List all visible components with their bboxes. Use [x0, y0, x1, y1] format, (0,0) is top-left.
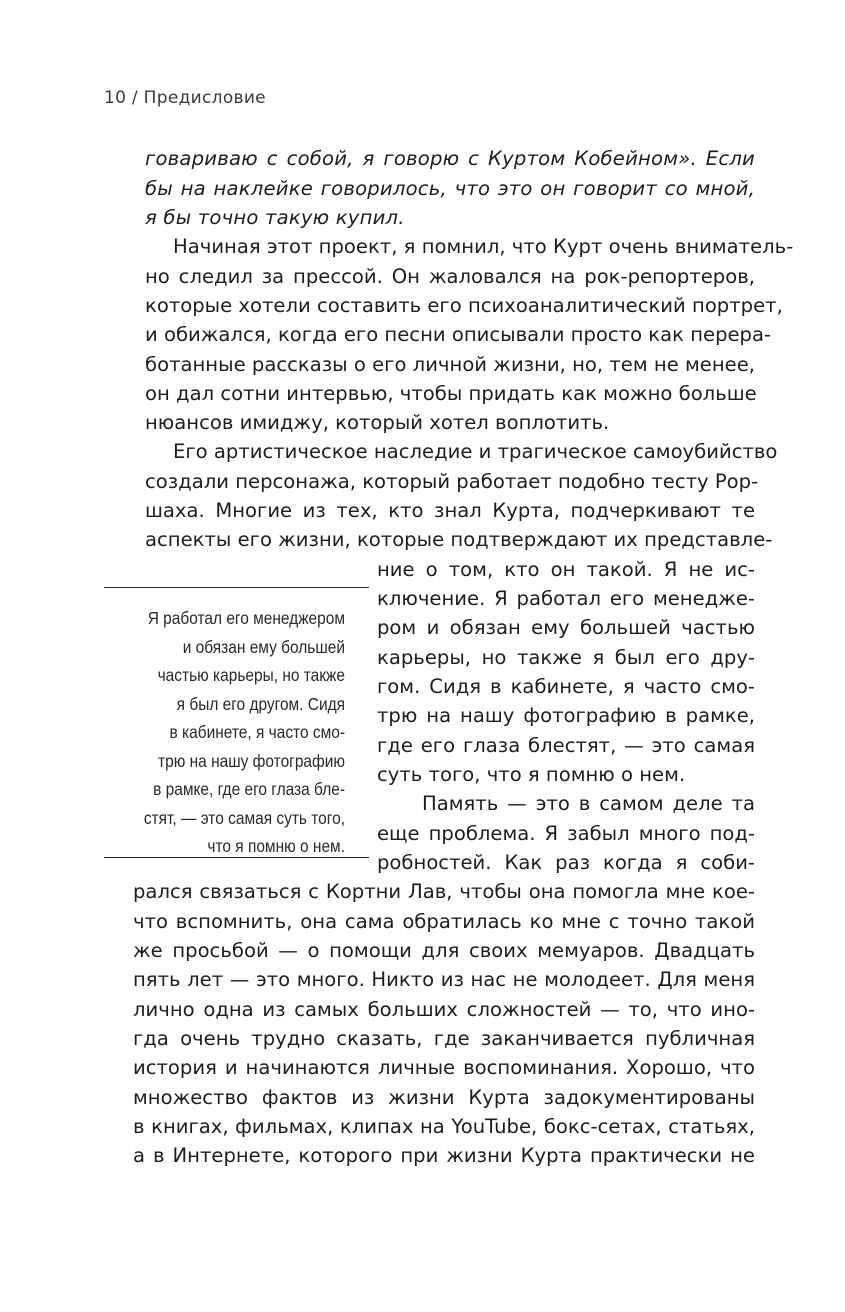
- pull-quote-rule-bottom: [104, 857, 369, 858]
- text-line: рался связаться с Кортни Лав, чтобы она помогла мне кое-: [133, 880, 755, 903]
- text-line: же просьбой — о помощи для своих мемуаров. Двадцать: [133, 939, 755, 962]
- text-line: лично одна из самых больших сложностей — то, что ино-: [133, 998, 755, 1021]
- text-line: но следил за прессой. Он жаловался на рок-репортеров,: [145, 265, 755, 288]
- text-line: говариваю с собой, я говорю с Куртом Кобейном». Если: [145, 147, 755, 170]
- text-line: он дал сотни интервью, чтобы придать как можно больше: [145, 382, 757, 405]
- text-line: создали персонажа, который работает подобно тесту Рор-: [145, 470, 759, 493]
- text-line: аспекты его жизни, которые подтверждают их представле-: [145, 528, 773, 551]
- text-line: карьеры, но также я был его дру-: [377, 646, 755, 669]
- text-line: Его артистическое наследие и трагическое самоубийство: [173, 440, 778, 463]
- text-line: в книгах, фильмах, клипах на YouTube, бокс-сетах, статьях,: [133, 1115, 755, 1138]
- text-line: ние о том, кто он такой. Я не ис-: [377, 558, 755, 581]
- text-line: история и начинаются личные воспоминания. Хорошо, что: [133, 1056, 755, 1079]
- pull-quote-line: в кабинете, я часто смо-: [169, 722, 345, 742]
- pull-quote-line: в рамке, где его глаза бле-: [153, 779, 345, 799]
- pull-quote-line: что я помню о нем.: [207, 836, 345, 856]
- text-line: еще проблема. Я забыл много под-: [377, 822, 755, 845]
- text-line: нюансов имиджу, который хотел воплотить.: [145, 411, 610, 434]
- pull-quote-line: трю на нашу фотографию: [158, 751, 345, 771]
- text-line: гом. Сидя в кабинете, я часто смо-: [377, 675, 755, 698]
- pull-quote-line: Я работал его менеджером: [147, 608, 345, 628]
- text-line: суть того, что я помню о нем.: [377, 763, 686, 786]
- pull-quote-line: стят, — это самая суть того,: [143, 808, 345, 828]
- text-line: шаха. Многие из тех, кто знал Курта, подчеркивают те: [145, 499, 755, 522]
- text-line: множество фактов из жизни Курта задокументированы: [133, 1086, 755, 1109]
- text-line: ром и обязан ему большей частью: [377, 616, 755, 639]
- text-line: Память — это в самом деле та: [422, 792, 755, 815]
- text-line: которые хотели составить его психоаналитический портрет,: [145, 294, 783, 317]
- text-line: пять лет — это много. Никто из нас не молодеет. Для меня: [133, 968, 755, 991]
- pull-quote-line: частью карьеры, но также: [157, 665, 345, 685]
- pull-quote-line: и обязан ему большей: [182, 637, 345, 657]
- text-line: и обижался, когда его песни описывали просто как перера-: [145, 323, 772, 346]
- text-line: робностей. Как раз когда я соби-: [377, 851, 755, 874]
- text-line: я бы точно такую купил.: [145, 206, 405, 229]
- text-line: Начиная этот проект, я помнил, что Курт очень вниматель-: [173, 235, 794, 258]
- text-line: ключение. Я работал его менедже-: [377, 587, 755, 610]
- text-line: а в Интернете, которого при жизни Курта практически не: [133, 1144, 755, 1167]
- pull-quote-rule-top: [104, 587, 369, 588]
- text-line: гда очень трудно сказать, где заканчивается публичная: [133, 1027, 755, 1050]
- text-line: что вспомнить, она сама обратилась ко мне с точно такой: [133, 910, 755, 933]
- text-line: ботанные рассказы о его личной жизни, но, тем не менее,: [145, 353, 755, 376]
- pull-quote-line: я был его другом. Сидя: [176, 694, 345, 714]
- text-line: трю на нашу фотографию в рамке,: [377, 704, 755, 727]
- text-line: где его глаза блестят, — это самая: [377, 734, 755, 757]
- running-head: 10 / Предисловие: [104, 88, 266, 108]
- text-line: бы на наклейке говорилось, что это он говорит со мной,: [145, 177, 755, 200]
